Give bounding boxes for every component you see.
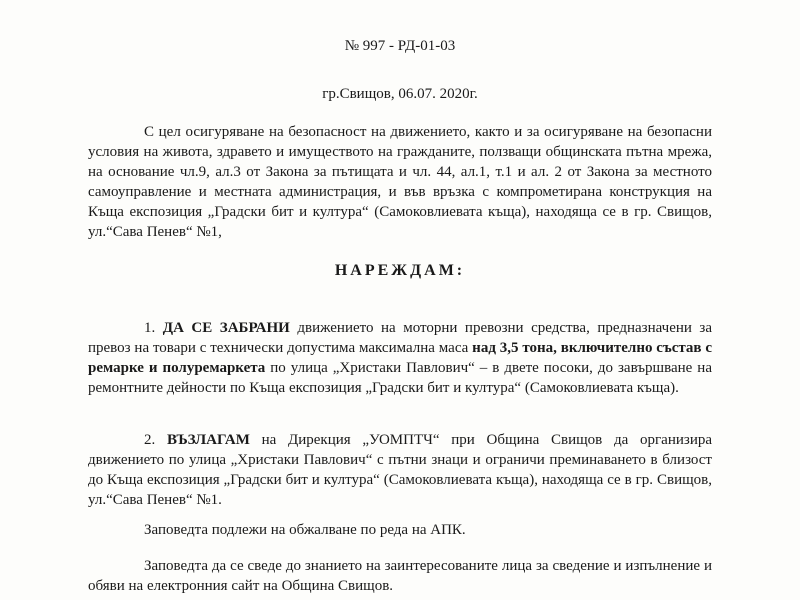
item-2-number: 2. bbox=[144, 432, 167, 448]
place-date: гр.Свищов, 06.07. 2020г. bbox=[322, 86, 478, 102]
item-1-paragraph bbox=[88, 318, 712, 398]
order-heading: НАРЕЖДАМ: bbox=[334, 262, 466, 279]
notify-text: Заповедта да се сведе до знанието на заинтересованите лица за сведение и изпълнение и обяви на електронния сайт на Община Свищов. bbox=[88, 558, 712, 594]
item-1-text-b: по улица „Христаки Павлович“ – в двете посоки, до завършване на ремонтните дейности по Къща експозиция „Градски бит и култура“ (Самоковлиевата къща). bbox=[88, 360, 712, 396]
item-1-bold-weight: над 3,5 тона, включително състав с ремарке и полуремаркета bbox=[88, 340, 713, 376]
intro-text: С цел осигуряване на безопасност на движението, както и за осигуряване на безопасни условия на живота, здравето и имуществото на гражданите, ползващи общинската пътна мрежа, на основание чл.9, ал.3 от Закона за пътищата и чл. 44, ал.1, т.1 и ал. 2 от Закона за местното самоуправление и местната администрация, и във връзка с компрометирана конструкция на Къща експозиция „Градски бит и култура“ (Самоковлиевата къща), находяща се в гр. Свищов, ул.“Сава Пенев“ №1, bbox=[88, 124, 712, 240]
item-1-number: 1. bbox=[144, 320, 163, 336]
item-1-bold-prohibit: ДА СЕ ЗАБРАНИ bbox=[162, 320, 290, 336]
appeal-paragraph bbox=[88, 520, 712, 540]
order-number: № 997 - РД-01-03 bbox=[344, 38, 456, 54]
item-1-text-a: движението на моторни превозни средства, предназначени за превоз на товари с технически допустима максимална маса bbox=[88, 320, 712, 356]
item-2-text: на Дирекция „УОМПТЧ“ при Община Свищов да организира движението по улица „Христаки Павлович“ с пътни знаци и ограничи преминаването в близост до Къща експозиция „Градски бит и култура“ (Самоковлиевата къща), находяща се в гр. Свищов, ул.“Сава Пенев“ №1. bbox=[88, 432, 713, 508]
notify-paragraph bbox=[88, 556, 712, 596]
intro-paragraph bbox=[88, 122, 712, 242]
item-2-paragraph bbox=[88, 430, 712, 510]
appeal-text: Заповедта подлежи на обжалване по реда на АПК. bbox=[144, 522, 466, 538]
item-2-bold-assign: ВЪЗЛАГАМ bbox=[167, 432, 250, 448]
